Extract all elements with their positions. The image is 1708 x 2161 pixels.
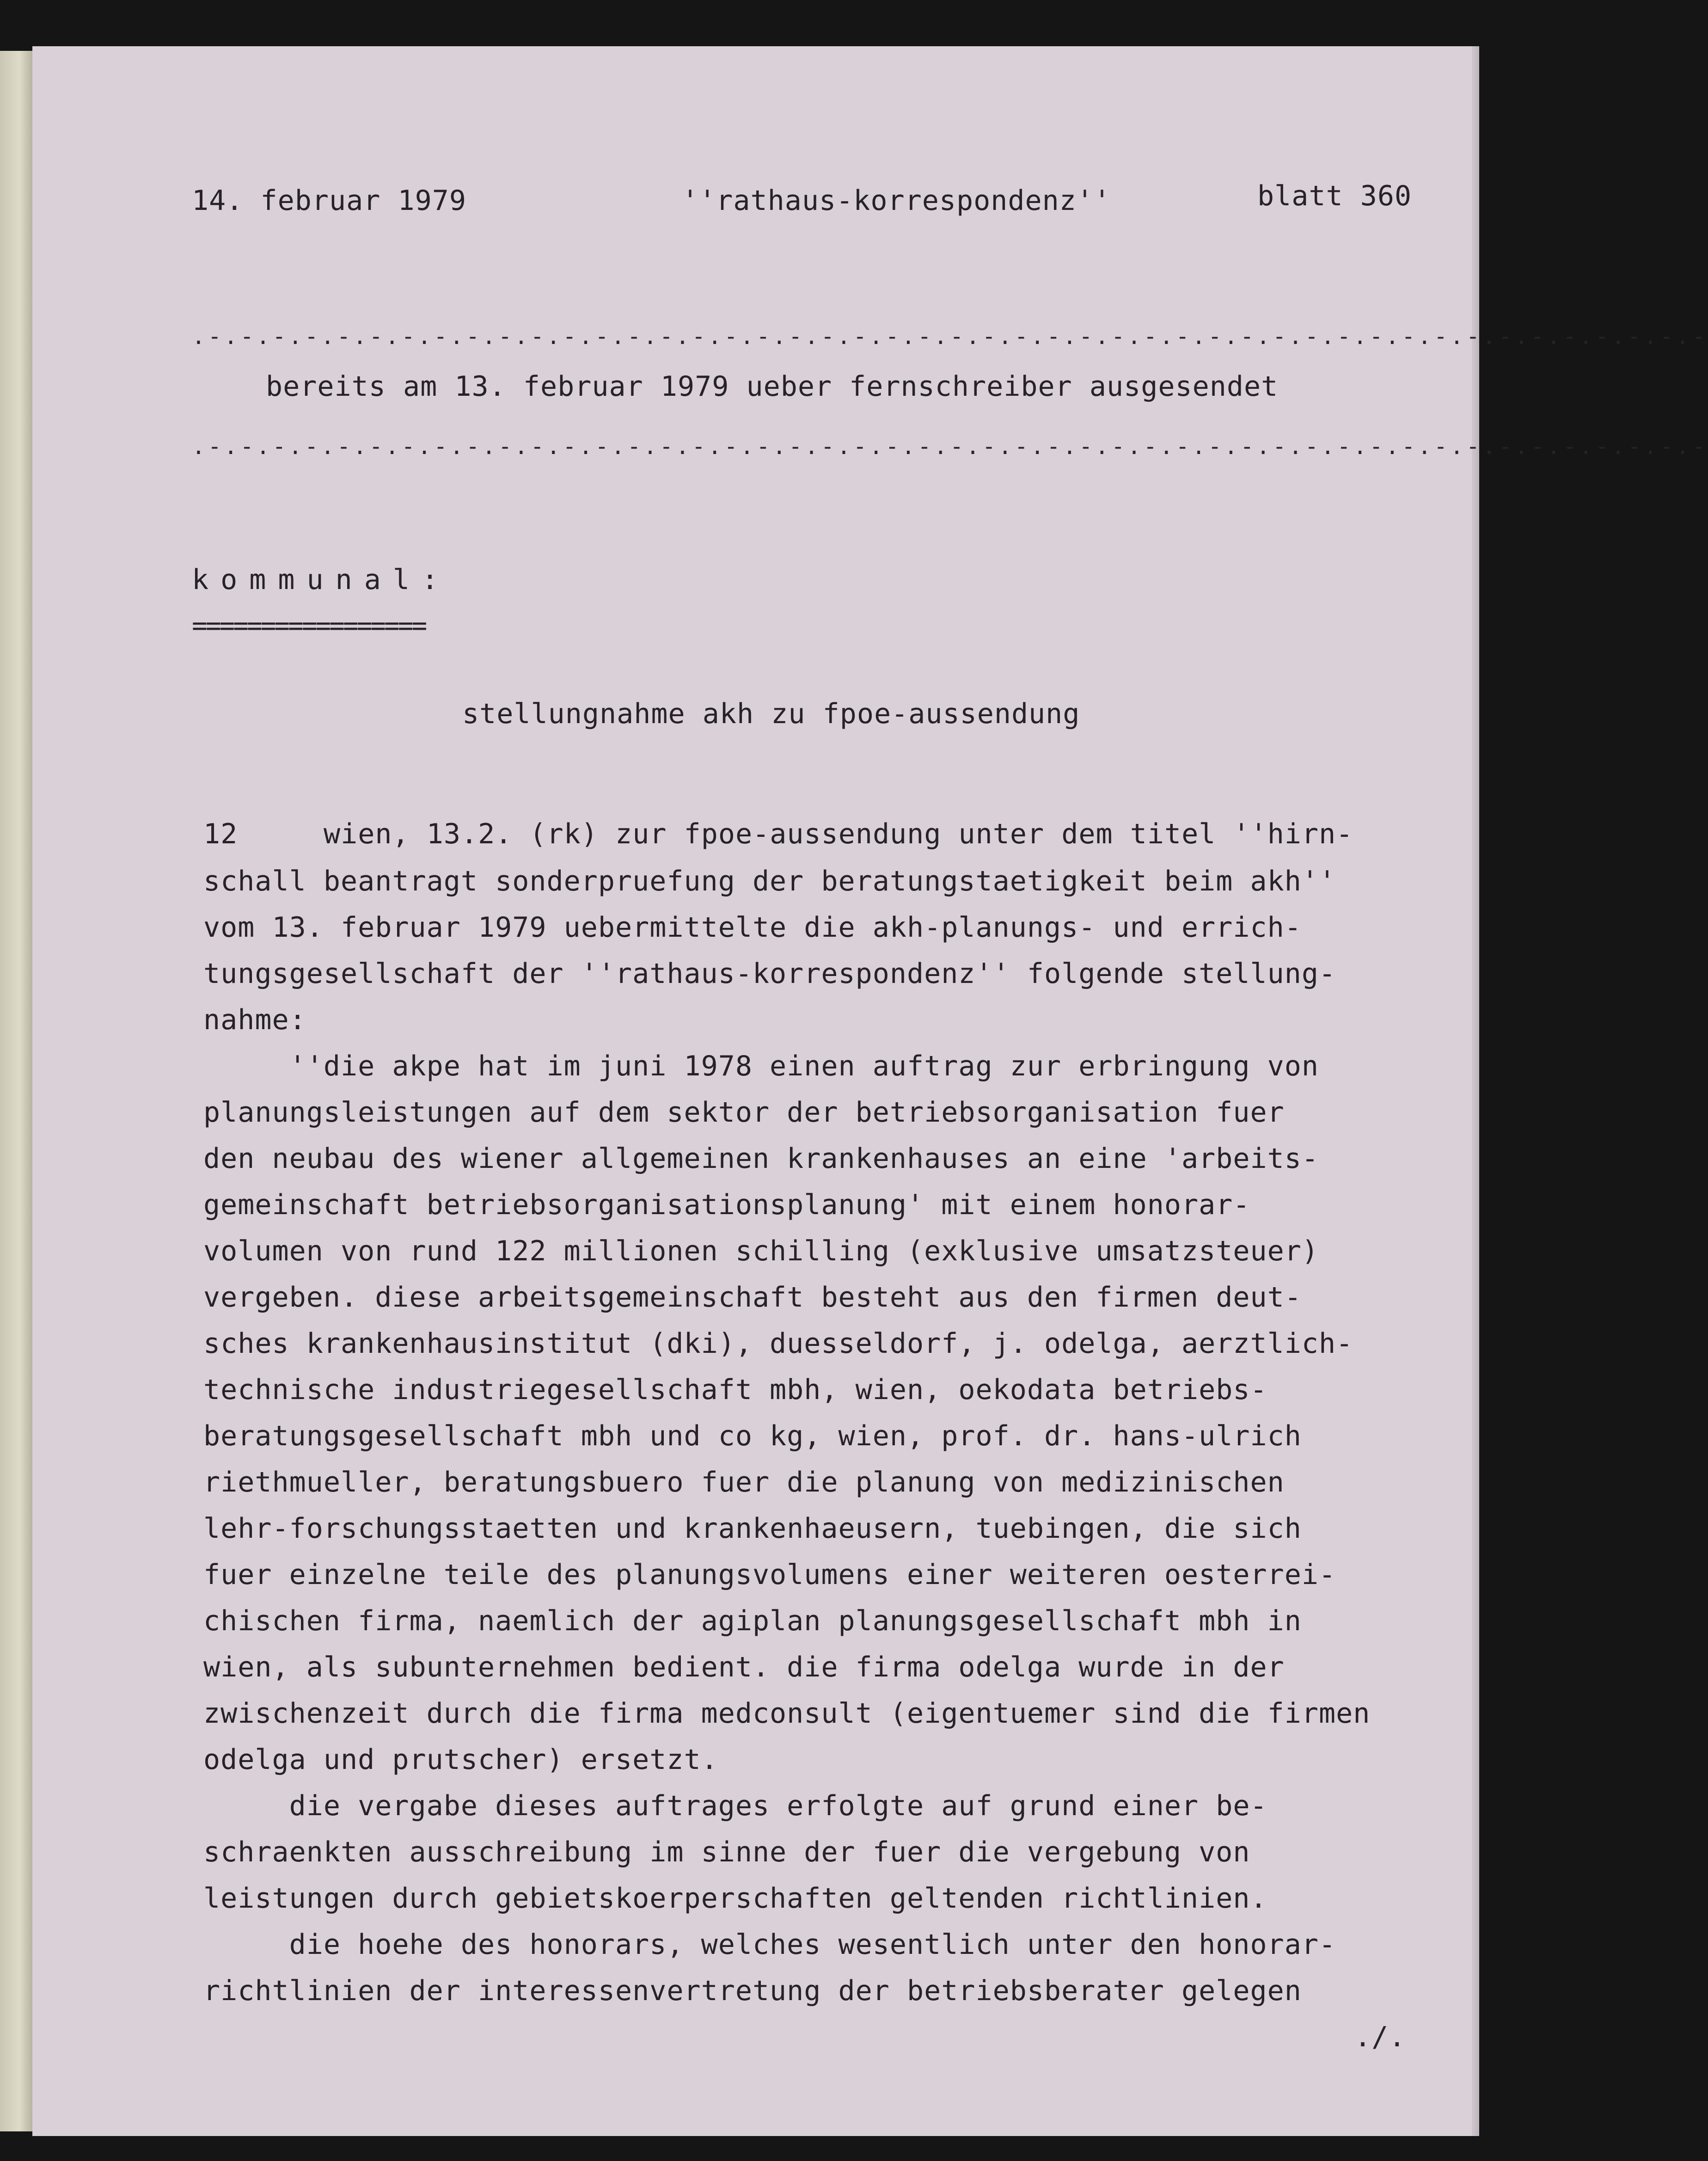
section-underline: =================	[192, 611, 426, 641]
article-line: lehr-forschungsstaetten und krankenhaeusern, tuebingen, die sich	[203, 1512, 1302, 1545]
article-line: schall beantragt sonderpruefung der beratungstaetigkeit beim akh''	[203, 865, 1336, 897]
header-date: 14. februar 1979	[192, 184, 466, 217]
article-line: vom 13. februar 1979 uebermittelte die akh-planungs- und errich-	[203, 911, 1302, 944]
dash-separator-top: .-.-.-.-.-.-.-.-.-.-.-.-.-.-.-.-.-.-.-.-.-.-.-.-.-.-.-.-.-.-.-.-.-.-.-.-.-.-.-.-.-.-.-.-.-.-.-	[192, 324, 1708, 350]
article-line: tungsgesellschaft der ''rathaus-korrespondenz'' folgende stellung-	[203, 958, 1336, 990]
article-line: leistungen durch gebietskoerperschaften geltenden richtlinien.	[203, 1882, 1267, 1915]
document-page	[32, 46, 1708, 2136]
dash-separator-bottom: .-.-.-.-.-.-.-.-.-.-.-.-.-.-.-.-.-.-.-.-.-.-.-.-.-.-.-.-.-.-.-.-.-.-.-.-.-.-.-.-.-.-.-.-.-.-.-	[192, 434, 1708, 460]
binding-edge	[0, 51, 32, 2131]
article-line: zwischenzeit durch die firma medconsult (eigentuemer sind die firmen	[203, 1697, 1371, 1730]
header-publication: ''rathaus-korrespondenz''	[682, 184, 1111, 217]
article-line: chischen firma, naemlich der agiplan planungsgesellschaft mbh in	[203, 1605, 1302, 1637]
article-line: richtlinien der interessenvertretung der betriebsberater gelegen	[203, 1975, 1302, 2007]
section-label: kommunal:	[192, 564, 451, 596]
article-line: riethmueller, beratungsbuero fuer die planung von medizinischen	[203, 1466, 1285, 1498]
article-line: odelga und prutscher) ersetzt.	[203, 1744, 718, 1776]
header-sheet-number: blatt 360	[1257, 180, 1412, 212]
article-line: ''die akpe hat im juni 1978 einen auftrag zur erbringung von	[203, 1050, 1319, 1082]
article-line: die hoehe des honorars, welches wesentlich unter den honorar-	[203, 1928, 1336, 1961]
article-line: gemeinschaft betriebsorganisationsplanung' mit einem honorar-	[203, 1189, 1250, 1221]
article-line: nahme:	[203, 1004, 306, 1036]
article-line: sches krankenhausinstitut (dki), duesseldorf, j. odelga, aerztlich-	[203, 1327, 1353, 1360]
article-line: planungsleistungen auf dem sektor der betriebsorganisation fuer	[203, 1096, 1285, 1129]
article-line: wien, 13.2. (rk) zur fpoe-aussendung unter dem titel ''hirn-	[324, 818, 1353, 850]
continuation-mark: ./.	[1354, 2021, 1406, 2053]
article-line: technische industriegesellschaft mbh, wien, oekodata betriebs-	[203, 1374, 1267, 1406]
article-line: die vergabe dieses auftrages erfolgte auf grund einer be-	[203, 1790, 1267, 1822]
article-line: volumen von rund 122 millionen schilling (exklusive umsatzsteuer)	[203, 1235, 1319, 1267]
article-line: schraenkten ausschreibung im sinne der fuer die vergebung von	[203, 1836, 1250, 1868]
page-edge	[1472, 46, 1479, 2136]
dispatch-note: bereits am 13. februar 1979 ueber fernschreiber ausgesendet	[266, 370, 1279, 403]
article-line: den neubau des wiener allgemeinen krankenhauses an eine 'arbeits-	[203, 1142, 1319, 1175]
article-line: fuer einzelne teile des planungsvolumens einer weiteren oesterrei-	[203, 1559, 1336, 1591]
article-line: beratungsgesellschaft mbh und co kg, wien, prof. dr. hans-ulrich	[203, 1420, 1302, 1452]
article-line: vergeben. diese arbeitsgemeinschaft besteht aus den firmen deut-	[203, 1281, 1302, 1314]
article-headline: stellungnahme akh zu fpoe-aussendung	[462, 698, 1080, 730]
article-ref-number: 12	[203, 818, 238, 850]
article-line: wien, als subunternehmen bedient. die firma odelga wurde in der	[203, 1651, 1285, 1683]
